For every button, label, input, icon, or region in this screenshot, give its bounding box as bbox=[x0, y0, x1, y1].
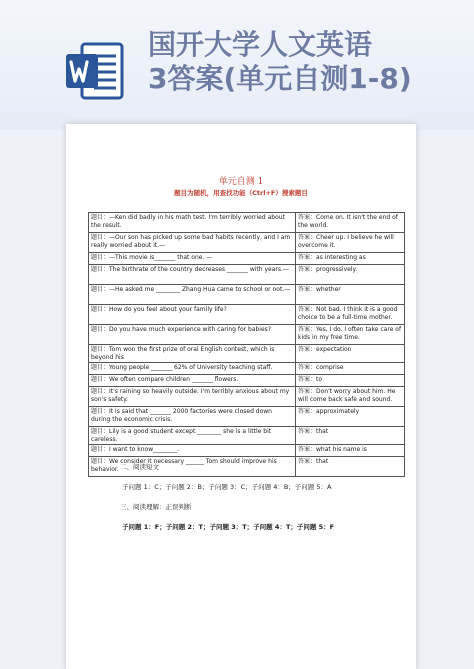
question-cell bbox=[89, 445, 296, 457]
answer-prefix: 答案： bbox=[298, 428, 317, 435]
answer-prefix: 答案： bbox=[298, 346, 317, 353]
question-cell bbox=[89, 345, 296, 363]
question-text: Lily is a good student except ________ she is a little bit careless. bbox=[91, 428, 272, 443]
question-cell bbox=[89, 363, 296, 375]
question-prefix: 题目： bbox=[91, 388, 110, 395]
answer-cell bbox=[296, 375, 405, 387]
question-prefix: 题目： bbox=[91, 254, 110, 261]
question-cell bbox=[89, 407, 296, 427]
question-prefix: 题目： bbox=[91, 234, 110, 241]
question-cell bbox=[89, 233, 296, 253]
question-text: We consider it necessary ______ Tom should improve his behavior. bbox=[91, 458, 277, 473]
answer-prefix: 答案： bbox=[298, 458, 317, 465]
question-cell bbox=[89, 325, 296, 345]
question-prefix: 题目： bbox=[91, 376, 110, 383]
answer-cell bbox=[296, 213, 405, 233]
answer-cell bbox=[296, 233, 405, 253]
answer-cell bbox=[296, 445, 405, 457]
question-cell bbox=[89, 265, 296, 285]
answer-cell bbox=[296, 427, 405, 445]
hero-title bbox=[148, 28, 468, 96]
hero-title-line1: 国开大学人文英语 bbox=[148, 28, 373, 61]
table-row bbox=[89, 233, 405, 253]
doc-title: 单元自测 1 bbox=[218, 177, 264, 187]
answer-prefix: 答案： bbox=[298, 234, 317, 241]
answer-cell bbox=[296, 457, 405, 477]
answer-text: expectation bbox=[316, 346, 352, 353]
answer-prefix: 答案： bbox=[298, 364, 317, 371]
answer-prefix: 答案： bbox=[298, 306, 317, 313]
answer-cell bbox=[296, 253, 405, 265]
question-cell bbox=[89, 285, 296, 305]
question-prefix: 题目： bbox=[91, 326, 110, 333]
question-cell bbox=[89, 213, 296, 233]
table-row bbox=[89, 407, 405, 427]
question-cell bbox=[89, 253, 296, 265]
section2-title: 二、阅读短文 bbox=[120, 463, 159, 471]
answer-prefix: 答案： bbox=[298, 286, 317, 293]
section3-answers: 子问题 1：F；子问题 2：T；子问题 3：T；子问题 4：T；子问题 5：F bbox=[122, 523, 335, 531]
answer-prefix: 答案： bbox=[298, 214, 317, 221]
question-prefix: 题目： bbox=[91, 458, 110, 465]
answer-text: Cheer up. I believe he will overcome it. bbox=[298, 234, 394, 249]
table-row bbox=[89, 375, 405, 387]
answer-text: comprise bbox=[316, 364, 344, 371]
answer-text: that bbox=[316, 428, 329, 435]
section2-answers: 子问题 1：C；子问题 2：B；子问题 3：C；子问题 4：B；子问题 5：A bbox=[122, 483, 332, 491]
question-text: —This movie is_______ that one. — bbox=[109, 254, 213, 261]
question-prefix: 题目： bbox=[91, 346, 110, 353]
answer-prefix: 答案： bbox=[298, 446, 317, 453]
answer-text: approximately bbox=[316, 408, 360, 415]
answer-cell bbox=[296, 345, 405, 363]
question-prefix: 题目： bbox=[91, 306, 110, 313]
hero-title-line2: 3答案(单元自测1-8) bbox=[148, 62, 412, 95]
hero-banner bbox=[0, 0, 474, 130]
answer-cell bbox=[296, 325, 405, 345]
question-answer-table bbox=[88, 212, 405, 477]
answer-prefix: 答案： bbox=[298, 376, 317, 383]
answer-prefix: 答案： bbox=[298, 254, 317, 261]
answer-text: progressively. bbox=[316, 266, 358, 273]
table-row bbox=[89, 305, 405, 325]
question-cell bbox=[89, 427, 296, 445]
answer-prefix: 答案： bbox=[298, 388, 317, 395]
answer-prefix: 答案： bbox=[298, 266, 317, 273]
question-text: —Ken did badly in his math test. I'm terribly worried about the result. bbox=[91, 214, 285, 229]
answer-cell bbox=[296, 285, 405, 305]
doc-subtitle: 题目为随机，用查找功能（Ctrl+F）搜索题目 bbox=[174, 189, 308, 197]
document-page bbox=[66, 124, 416, 669]
table-row bbox=[89, 213, 405, 233]
question-prefix: 题目： bbox=[91, 408, 110, 415]
table-row bbox=[89, 387, 405, 407]
table-row bbox=[89, 253, 405, 265]
question-text: Young people _______ 62% of University teaching staff. bbox=[109, 364, 273, 371]
table-row bbox=[89, 445, 405, 457]
question-cell bbox=[89, 305, 296, 325]
question-prefix: 题目： bbox=[91, 428, 110, 435]
answer-cell bbox=[296, 407, 405, 427]
answer-prefix: 答案： bbox=[298, 326, 317, 333]
question-text: How do you feel about your family life? bbox=[109, 306, 227, 313]
question-text: It's raining so heavily outside. I'm terribly anxious about my son's safety. bbox=[91, 388, 290, 403]
answer-text: Come on. It isn't the end of the world. bbox=[298, 214, 398, 229]
question-text: Tom won the first prize of oral English contest, which is beyond his bbox=[91, 346, 275, 361]
answer-text: that bbox=[316, 458, 329, 465]
section3-title: 三、阅读理解：正误判断 bbox=[120, 503, 192, 511]
question-text: It is said that _______ 2000 factories were closed down during the economic crisis. bbox=[91, 408, 272, 423]
answer-text: Yes, I do. I often take care of kids in my free time. bbox=[298, 326, 402, 341]
question-cell bbox=[89, 375, 296, 387]
question-text: We often compare children _______ flowers. bbox=[109, 376, 239, 383]
answer-text: as interesting as bbox=[316, 254, 366, 261]
word-document-icon bbox=[64, 40, 126, 102]
question-text: Do you have much experience with caring for babies? bbox=[109, 326, 271, 333]
answer-cell bbox=[296, 265, 405, 285]
table-row bbox=[89, 363, 405, 375]
question-prefix: 题目： bbox=[91, 214, 110, 221]
question-text: I want to know________. bbox=[109, 446, 180, 453]
table-row bbox=[89, 427, 405, 445]
answer-text: Don't worry about him. He will come back safe and sound. bbox=[298, 388, 396, 403]
table-row bbox=[89, 285, 405, 305]
question-cell bbox=[89, 387, 296, 407]
answer-cell bbox=[296, 363, 405, 375]
answer-text: whether bbox=[316, 286, 341, 293]
answer-cell bbox=[296, 387, 405, 407]
question-prefix: 题目： bbox=[91, 364, 110, 371]
question-text: The birthrate of the country decreases _______ with years.— bbox=[109, 266, 289, 273]
answer-cell bbox=[296, 305, 405, 325]
answer-text: to bbox=[316, 376, 323, 383]
question-prefix: 题目： bbox=[91, 446, 110, 453]
question-text: —He asked me ________ Zhang Hua came to school or not.— bbox=[109, 286, 291, 293]
question-prefix: 题目： bbox=[91, 266, 110, 273]
table-row bbox=[89, 325, 405, 345]
answer-prefix: 答案： bbox=[298, 408, 317, 415]
table-row bbox=[89, 345, 405, 363]
question-prefix: 题目： bbox=[91, 286, 110, 293]
table-row bbox=[89, 265, 405, 285]
question-text: —Our son has picked up some bad habits recently, and I am really worried about it.— bbox=[91, 234, 291, 249]
answer-text: what his name is bbox=[316, 446, 367, 453]
answer-text: Not bad. I think it is a good choice to be a full-time mother. bbox=[298, 306, 398, 321]
